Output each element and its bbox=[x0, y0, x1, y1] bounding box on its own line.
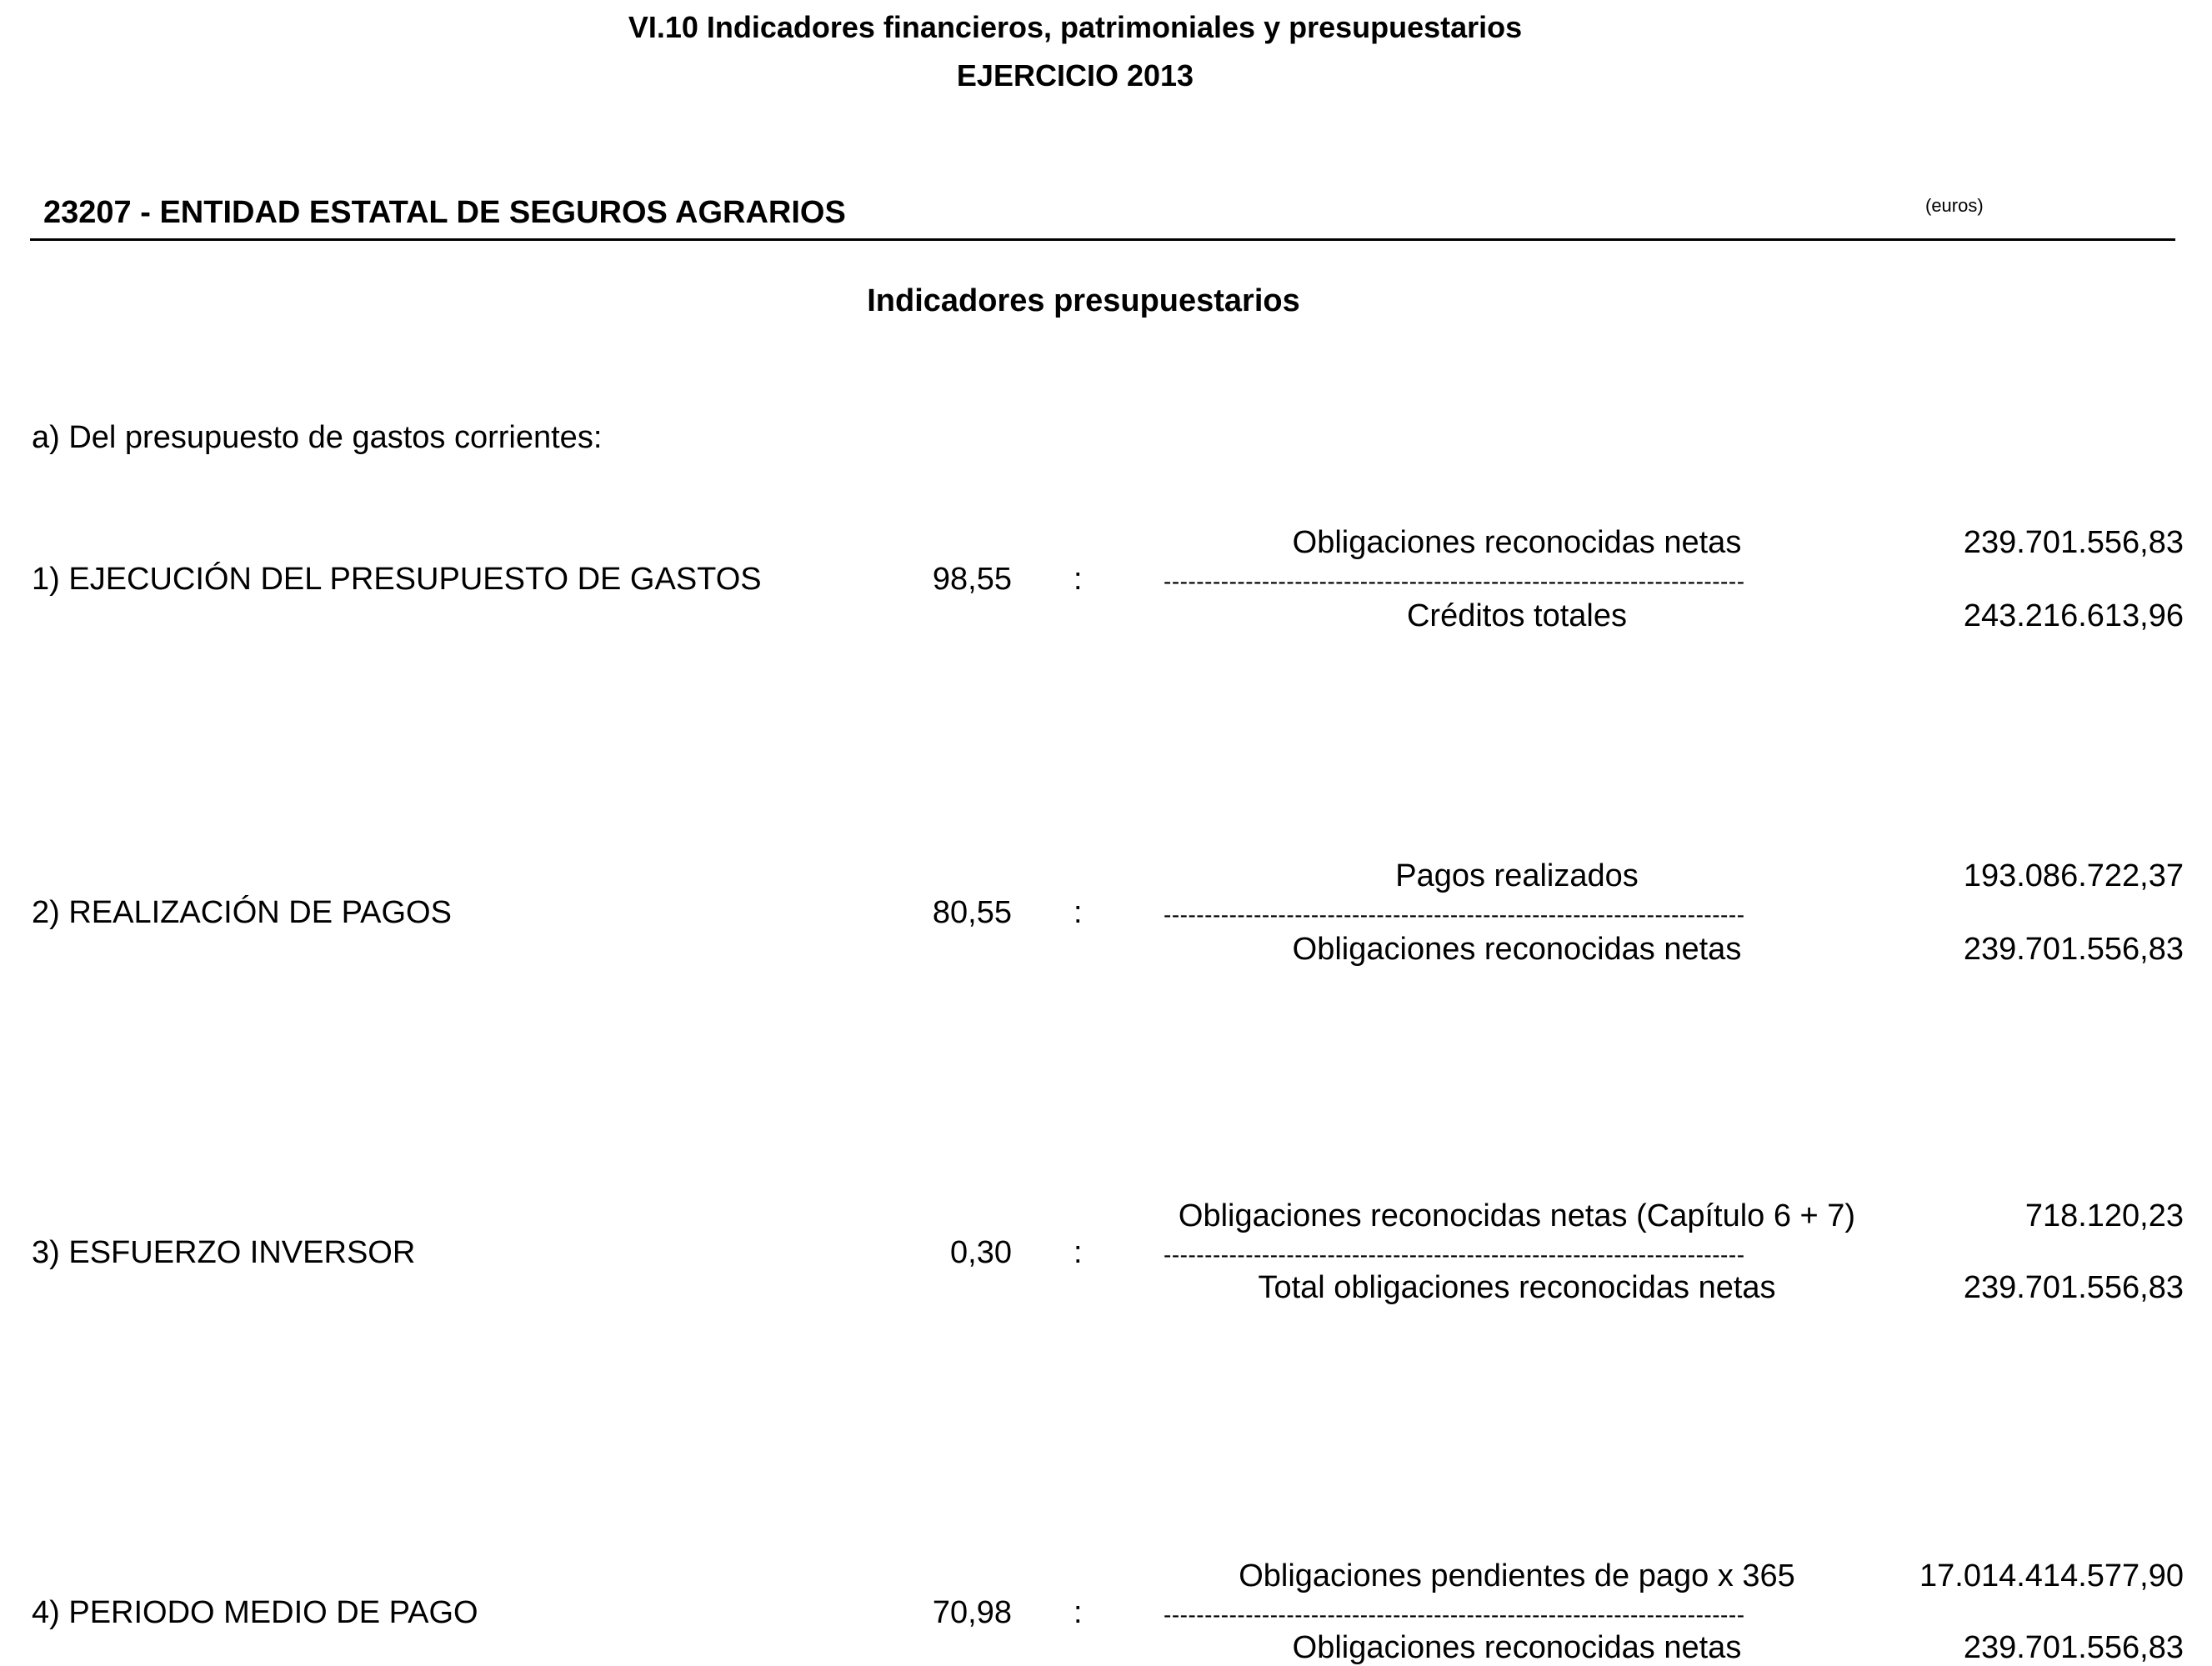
indicator-colon: : bbox=[1073, 895, 1083, 930]
indicator-numerator-amount: 193.086.722,37 bbox=[1963, 858, 2184, 893]
indicator-numerator-amount: 239.701.556,83 bbox=[1963, 525, 2184, 560]
fraction-divider: ----------------------------------------------------------------------- bbox=[1164, 902, 1745, 928]
indicator-numerator-label: Obligaciones reconocidas netas bbox=[1292, 525, 1742, 560]
indicator-denominator-label: Total obligaciones reconocidas netas bbox=[1258, 1270, 1776, 1305]
indicator-numerator-label: Obligaciones reconocidas netas (Capítulo 6 + 7) bbox=[1178, 1198, 1856, 1233]
header-rule bbox=[30, 238, 2175, 241]
indicator-numerator-label: Pagos realizados bbox=[1395, 858, 1639, 893]
indicator-value: 98,55 bbox=[932, 562, 1012, 597]
indicator-label: 1) EJECUCIÓN DEL PRESUPUESTO DE GASTOS bbox=[32, 562, 762, 597]
indicator-colon: : bbox=[1073, 1595, 1083, 1630]
indicator-label: 3) ESFUERZO INVERSOR bbox=[32, 1235, 416, 1270]
indicator-denominator-amount: 239.701.556,83 bbox=[1963, 932, 2184, 967]
report-year: EJERCICIO 2013 bbox=[956, 58, 1194, 93]
fraction-divider: ----------------------------------------------------------------------- bbox=[1164, 1602, 1745, 1628]
indicator-colon: : bbox=[1073, 562, 1083, 597]
fraction-divider: ----------------------------------------------------------------------- bbox=[1164, 1242, 1745, 1268]
indicator-denominator-label: Créditos totales bbox=[1406, 598, 1627, 633]
indicator-denominator-label: Obligaciones reconocidas netas bbox=[1292, 932, 1742, 967]
indicator-denominator-amount: 239.701.556,83 bbox=[1963, 1270, 2184, 1305]
indicator-denominator-amount: 243.216.613,96 bbox=[1963, 598, 2184, 633]
indicator-colon: : bbox=[1073, 1235, 1083, 1270]
indicator-value: 0,30 bbox=[950, 1235, 1012, 1270]
fraction-divider: ----------------------------------------------------------------------- bbox=[1164, 568, 1745, 594]
indicator-label: 4) PERIODO MEDIO DE PAGO bbox=[32, 1595, 478, 1630]
indicator-numerator-label: Obligaciones pendientes de pago x 365 bbox=[1239, 1558, 1795, 1593]
section-title: Indicadores presupuestarios bbox=[867, 283, 1300, 318]
indicator-numerator-amount: 718.120,23 bbox=[2024, 1198, 2184, 1233]
section-subheading: a) Del presupuesto de gastos corrientes: bbox=[32, 420, 603, 455]
indicator-denominator-label: Obligaciones reconocidas netas bbox=[1292, 1630, 1742, 1665]
indicator-value: 70,98 bbox=[932, 1595, 1012, 1630]
indicator-value: 80,55 bbox=[932, 895, 1012, 930]
units-label: (euros) bbox=[1925, 195, 1984, 216]
indicator-denominator-amount: 239.701.556,83 bbox=[1963, 1630, 2184, 1665]
indicator-numerator-amount: 17.014.414.577,90 bbox=[1919, 1558, 2184, 1593]
entity-heading: 23207 - ENTIDAD ESTATAL DE SEGUROS AGRARIOS bbox=[43, 195, 846, 230]
indicator-label: 2) REALIZACIÓN DE PAGOS bbox=[32, 895, 452, 930]
report-title: VI.10 Indicadores financieros, patrimoniales y presupuestarios bbox=[628, 10, 1523, 44]
